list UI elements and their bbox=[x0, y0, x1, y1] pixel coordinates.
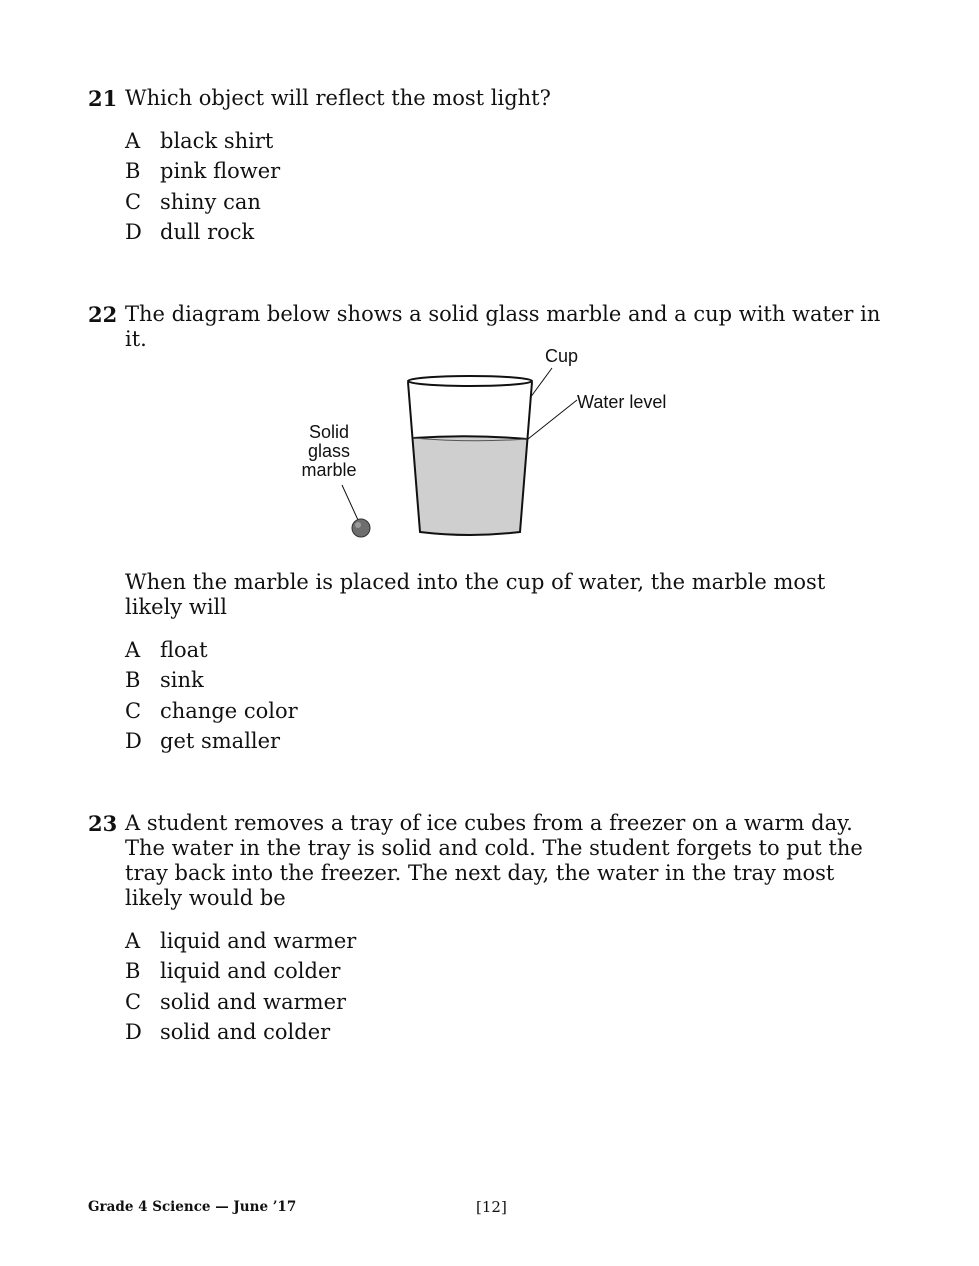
answer-choices bbox=[125, 638, 888, 760]
choice-a bbox=[125, 929, 888, 959]
choice-text: black shirt bbox=[160, 129, 274, 153]
marble-highlight bbox=[355, 522, 361, 528]
choice-text: shiny can bbox=[160, 189, 261, 214]
choice-letter: B bbox=[125, 159, 141, 184]
choice-d bbox=[125, 1020, 888, 1050]
answer-choices bbox=[125, 129, 888, 251]
choice-c bbox=[125, 699, 888, 729]
choice-text: solid and warmer bbox=[160, 989, 347, 1014]
question-followup: When the marble is placed into the cup of water, the marble most likely will bbox=[125, 570, 826, 619]
marble-leader-line bbox=[342, 485, 358, 520]
choice-letter: A bbox=[125, 129, 141, 153]
choice-text: pink flower bbox=[160, 159, 281, 184]
choice-d bbox=[125, 729, 888, 759]
choice-text: change color bbox=[160, 698, 298, 723]
choice-b bbox=[125, 668, 888, 698]
choice-text: liquid and colder bbox=[160, 959, 341, 984]
choice-text: sink bbox=[160, 668, 204, 693]
choice-c bbox=[125, 990, 888, 1020]
choice-letter: D bbox=[125, 220, 142, 245]
choice-letter: D bbox=[125, 729, 142, 754]
choice-c bbox=[125, 190, 888, 220]
question-number: 23 bbox=[88, 811, 118, 836]
page-number: [12] bbox=[476, 1198, 507, 1216]
choice-letter: C bbox=[125, 189, 142, 214]
label-marble-line3: marble bbox=[301, 460, 357, 480]
water-fill bbox=[413, 436, 527, 535]
choice-b bbox=[125, 159, 888, 189]
question-stem: Which object will reflect the most light? bbox=[125, 86, 551, 110]
cup-rim bbox=[408, 376, 532, 386]
choice-text: dull rock bbox=[160, 220, 255, 245]
choice-a bbox=[125, 129, 888, 159]
question-number: 21 bbox=[88, 86, 118, 111]
choice-text: liquid and warmer bbox=[160, 929, 357, 953]
choice-text: float bbox=[160, 638, 208, 662]
choice-letter: B bbox=[125, 668, 141, 693]
glass-marble bbox=[352, 519, 370, 537]
question-22-continued bbox=[88, 570, 888, 760]
choice-letter: D bbox=[125, 1020, 142, 1045]
choice-letter: B bbox=[125, 959, 141, 984]
answer-choices bbox=[125, 929, 888, 1051]
question-21 bbox=[88, 86, 888, 251]
label-water-level: Water level bbox=[577, 392, 667, 412]
footer-title: Grade 4 Science — June ’17 bbox=[88, 1199, 297, 1215]
choice-d bbox=[125, 220, 888, 250]
question-23 bbox=[88, 811, 888, 1051]
label-cup: Cup bbox=[545, 346, 579, 366]
label-marble-line1: Solid bbox=[308, 422, 350, 442]
question-stem: The diagram below shows a solid glass marble and a cup with water in it. bbox=[125, 302, 881, 351]
choice-b bbox=[125, 959, 888, 989]
choice-text: get smaller bbox=[160, 729, 281, 754]
cup-marble-diagram bbox=[290, 340, 690, 545]
choice-a bbox=[125, 638, 888, 668]
choice-letter: A bbox=[125, 929, 141, 953]
question-stem: A student removes a tray of ice cubes from a freezer on a warm day. The water in the tray is solid and cold. The student forgets to put the tray back into the freezer. The next day, the water in the tray most likely would be bbox=[125, 811, 863, 910]
label-marble-line2: glass bbox=[307, 441, 351, 461]
choice-letter: C bbox=[125, 989, 142, 1014]
water-leader-line bbox=[528, 400, 577, 439]
question-number: 22 bbox=[88, 302, 118, 327]
choice-letter: C bbox=[125, 698, 142, 723]
choice-text: solid and colder bbox=[160, 1020, 331, 1045]
cup-leader-line bbox=[530, 368, 552, 398]
choice-letter: A bbox=[125, 638, 141, 662]
